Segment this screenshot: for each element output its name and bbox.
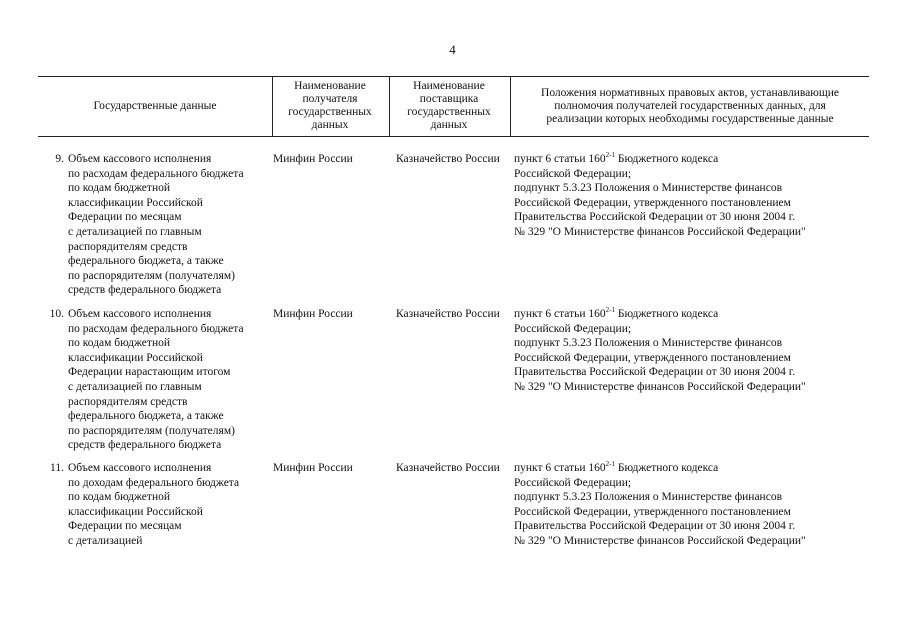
cell-line: № 329 "О Министерстве финансов Российской Федерации"	[514, 534, 806, 547]
cell-line: по кодам бюджетной	[68, 182, 171, 195]
cell-line: Правительства Российской Федерации от 30 июня 2004 г.	[514, 520, 796, 533]
cell-line: федерального бюджета, а также	[68, 255, 224, 268]
cell-line: Российской Федерации, утвержденного постановлением	[514, 196, 791, 209]
cell-line: распорядителям средств	[68, 240, 188, 253]
cell-line: подпункт 5.3.23 Положения о Министерстве финансов	[514, 182, 782, 195]
legal-first-line	[514, 307, 868, 322]
cell-line: Российской Федерации, утвержденного постановлением	[514, 351, 791, 364]
legal-acts-cell	[514, 461, 868, 549]
row-number: 10.	[49, 308, 64, 320]
cell-line: средств федерального бюджета	[68, 439, 222, 452]
cell-line: № 329 "О Министерстве финансов Российской Федерации"	[514, 380, 806, 393]
legal-first-text: пункт 6 статьи 160	[514, 462, 606, 474]
cell-line: Объем кассового исполнения	[68, 462, 212, 474]
cell-line: Объем кассового исполнения	[68, 308, 212, 320]
cell-line: средств федерального бюджета	[68, 284, 222, 297]
header-legal-acts	[512, 78, 868, 134]
legal-acts-cell	[514, 152, 868, 240]
legal-first-rest: Бюджетного кодекса	[615, 462, 719, 474]
cell-line: № 329 "О Министерстве финансов Российской Федерации"	[514, 225, 806, 238]
header-line: Положения нормативных правовых актов, устанавливающие	[541, 86, 839, 99]
header-line: реализации которых необходимы государственные данные	[546, 112, 834, 125]
header-state-data-label: Государственные данные	[93, 99, 217, 112]
article-superscript: 2-1	[605, 151, 615, 159]
cell-line: с детализацией	[68, 534, 143, 547]
header-line: государственных	[407, 106, 491, 118]
legal-first-rest: Бюджетного кодекса	[615, 153, 719, 165]
header-line: получателя	[302, 93, 358, 105]
recipient-cell: Минфин России	[273, 462, 353, 474]
cell-line: классификации Российской	[68, 505, 203, 518]
article-superscript: 2-1	[605, 306, 615, 314]
state-data-cell	[68, 307, 272, 453]
cell-line: с детализацией по главным	[68, 380, 202, 393]
header-recipient	[274, 78, 386, 134]
row-number: 9.	[55, 153, 64, 165]
recipient-cell: Минфин России	[273, 153, 353, 165]
cell-line: по расходам федерального бюджета	[68, 167, 244, 180]
cell-line: Российской Федерации;	[514, 167, 632, 180]
legal-acts-cell	[514, 307, 868, 395]
legal-first-line	[514, 461, 868, 476]
cell-line: по кодам бюджетной	[68, 491, 171, 504]
cell-line: Федерации нарастающим итогом	[68, 366, 231, 379]
legal-first-text: пункт 6 статьи 160	[514, 308, 606, 320]
page-number: 4	[449, 42, 456, 57]
header-line: данных	[311, 119, 349, 131]
cell-line: Федерации по месяцам	[68, 211, 182, 224]
recipient-cell: Минфин России	[273, 308, 353, 320]
row-number: 11.	[50, 462, 64, 474]
supplier-cell: Казначейство России	[396, 308, 500, 320]
supplier-cell: Казначейство России	[396, 153, 500, 165]
header-separator	[272, 76, 273, 136]
cell-line: по кодам бюджетной	[68, 337, 171, 350]
header-line: полномочия получателей государственных данных, для	[554, 99, 826, 112]
supplier-cell: Казначейство России	[396, 462, 500, 474]
cell-line: Объем кассового исполнения	[68, 153, 212, 165]
cell-line: Правительства Российской Федерации от 30 июня 2004 г.	[514, 211, 796, 224]
cell-line: подпункт 5.3.23 Положения о Министерстве финансов	[514, 491, 782, 504]
state-data-cell	[68, 461, 272, 549]
cell-line: классификации Российской	[68, 351, 203, 364]
header-supplier	[390, 78, 508, 134]
article-superscript: 2-1	[605, 460, 615, 468]
cell-line: федерального бюджета, а также	[68, 410, 224, 423]
header-line: Наименование	[413, 80, 485, 92]
legal-first-text: пункт 6 статьи 160	[514, 153, 606, 165]
cell-line: Правительства Российской Федерации от 30 июня 2004 г.	[514, 366, 796, 379]
header-line: поставщика	[419, 93, 479, 105]
cell-line: по расходам федерального бюджета	[68, 322, 244, 335]
cell-line: с детализацией по главным	[68, 225, 202, 238]
header-separator	[510, 76, 511, 136]
cell-line: Российской Федерации;	[514, 476, 632, 489]
legal-first-rest: Бюджетного кодекса	[615, 308, 719, 320]
cell-line: по доходам федерального бюджета	[68, 476, 240, 489]
legal-first-line	[514, 152, 868, 167]
header-line: государственных	[288, 106, 372, 118]
header-line: данных	[430, 119, 468, 131]
cell-line: распорядителям средств	[68, 395, 188, 408]
cell-line: Российской Федерации, утвержденного постановлением	[514, 505, 791, 518]
state-data-cell	[68, 152, 272, 298]
cell-line: по распорядителям (получателям)	[68, 269, 235, 282]
header-line: Наименование	[294, 80, 366, 92]
cell-line: подпункт 5.3.23 Положения о Министерстве финансов	[514, 337, 782, 350]
cell-line: по распорядителям (получателям)	[68, 424, 235, 437]
cell-line: Федерации по месяцам	[68, 520, 182, 533]
table-header-bottom-rule	[38, 136, 869, 137]
table-header-top-rule	[38, 76, 869, 77]
cell-line: Российской Федерации;	[514, 322, 632, 335]
cell-line: классификации Российской	[68, 196, 203, 209]
header-state-data	[38, 78, 272, 134]
